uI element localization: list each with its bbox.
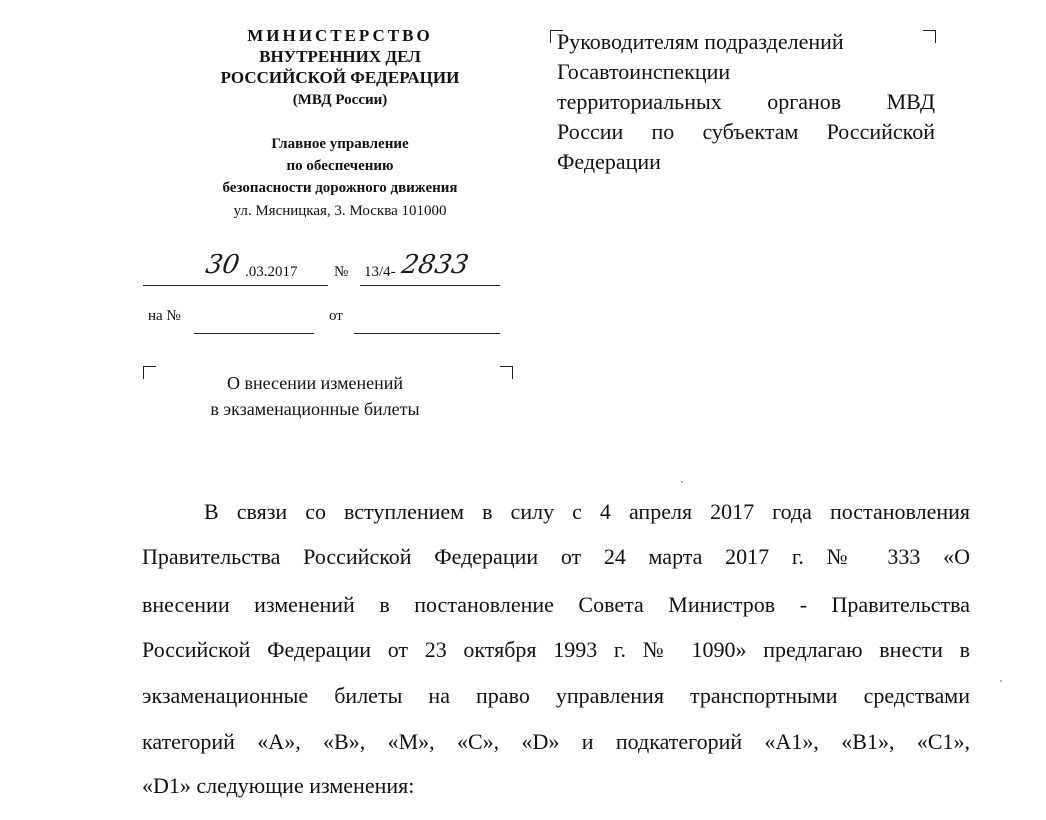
addressee-line2: Госавтоинспекции [557,59,731,84]
number-prefix: 13/4- [364,264,396,280]
body-line-7: «D1» следующие изменения: [142,773,415,798]
addressee-line1: Руководителям подразделений [557,29,844,54]
date-day-handwritten: 30 [203,250,242,280]
ref-from-label: от [329,308,343,324]
addressee-line3: территориальных органов МВД [557,89,935,114]
subject-line1: О внесении изменений [226,373,404,393]
subject-line2: в экзаменационные билеты [210,399,420,419]
body-line-5: экзаменационные билеты на право управления транспортными средствами [142,683,970,708]
addressee-line4: России по субъектам Российской [557,119,935,144]
ministry-title-line2: ВНУТРЕННИХ ДЕЛ [259,47,421,66]
number-label: № [334,264,349,280]
ministry-abbreviation: (МВД России) [292,92,388,108]
department-line3: безопасности дорожного движения [222,180,458,196]
ministry-title-line3: РОССИЙСКОЙ ФЕДЕРАЦИИ [220,68,460,87]
subject-corner-right [500,366,513,379]
number-underline [360,285,500,286]
body-line-6: категорий «А», «В», «М», «С», «D» и подкатегорий «А1», «В1», «С1», [142,729,970,754]
date-month-year: .03.2017 [245,264,298,280]
body-line-2: Правительства Российской Федерации от 24 марта 2017 г. № 333 «О [142,544,970,569]
body-line-3: внесении изменений в постановление Совета Министров - Правительства [142,592,970,617]
ministry-title: МИНИСТЕРСТВО [247,26,433,45]
number-handwritten: 2833 [399,250,471,280]
department-line1: Главное управление [271,136,409,152]
ref-from-underline [354,333,500,334]
scan-speck [681,481,683,483]
addressee-corner-right [923,30,936,43]
scan-speck [1000,680,1002,682]
addressee-line5: Федерации [557,149,661,174]
ref-number-underline [194,333,314,334]
date-underline [143,285,328,286]
ref-number-label: на № [148,308,181,324]
body-line-1: В связи со вступлением в силу с 4 апреля 2017 года постановления [204,499,970,524]
department-address: ул. Мясницкая, 3. Москва 101000 [233,203,447,219]
body-line-4: Российской Федерации от 23 октября 1993 г. № 1090» предлагаю внести в [142,637,970,662]
department-line2: по обеспечению [286,158,394,174]
